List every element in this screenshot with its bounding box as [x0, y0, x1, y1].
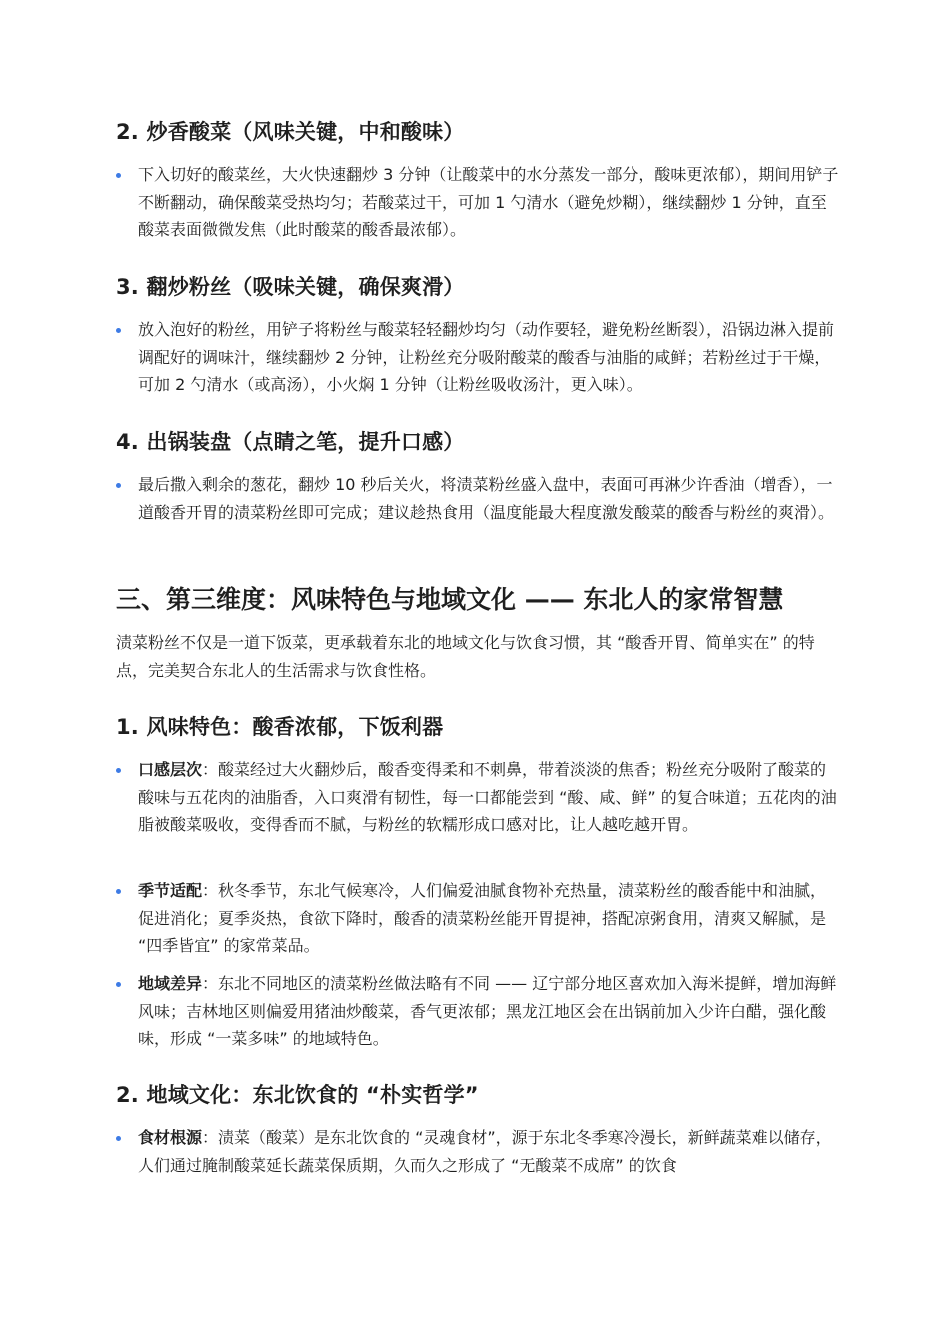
bullet-icon: [116, 1136, 121, 1141]
bullet-icon: [116, 483, 121, 488]
list-item: [116, 756, 840, 839]
list-item: [116, 316, 840, 399]
step3-text: 放入泡好的粉丝，用铲子将粉丝与酸菜轻轻翻炒均匀（动作要轻，避免粉丝断裂），沿锅边淋入提前调配好的调味汁，继续翻炒 2 分钟，让粉丝充分吸附酸菜的酸香与油脂的咸鲜；若粉丝过于干燥，可加 2 勺清水（或高汤），小火焖 1 分钟（让粉丝吸收汤汁，更入味）。: [138, 320, 835, 394]
flavor-item-label: 口感层次: [138, 760, 203, 779]
flavor-item-body: ：东北不同地区的渍菜粉丝做法略有不同 —— 辽宁部分地区喜欢加入海米提鲜，增加海鲜风味；吉林地区则偏爱用猪油炒酸菜，香气更浓郁；黑龙江地区会在出锅前加入少许白醋，强化酸味，形成 “一菜多味” 的地域特色。: [138, 974, 837, 1048]
bullet-icon: [116, 768, 121, 773]
bullet-icon: [116, 328, 121, 333]
list-item: [116, 877, 840, 960]
culture-heading: 2. 地域文化：东北饮食的 “朴实哲学”: [116, 1083, 479, 1107]
bullet-icon: [116, 173, 121, 178]
list-item: [116, 471, 840, 526]
step2-text: 下入切好的酸菜丝，大火快速翻炒 3 分钟（让酸菜中的水分蒸发一部分，酸味更浓郁），期间用铲子不断翻动，确保酸菜受热均匀；若酸菜过干，可加 1 勺清水（避免炒糊），继续翻炒 1 分钟，直至酸菜表面微微发焦（此时酸菜的酸香最浓郁）。: [138, 165, 839, 239]
flavor-item-body: ：酸菜经过大火翻炒后，酸香变得柔和不刺鼻，带着淡淡的焦香；粉丝充分吸附了酸菜的酸味与五花肉的油脂香，入口爽滑有韧性，每一口都能尝到 “酸、咸、鲜” 的复合味道；五花肉的油脂被酸菜吸收，变得香而不腻，与粉丝的软糯形成口感对比，让人越吃越开胃。: [138, 760, 837, 834]
section3-heading: 三、第三维度：风味特色与地域文化 —— 东北人的家常智慧: [116, 585, 784, 614]
list-item: [116, 161, 840, 244]
culture-item-label: 食材根源: [138, 1128, 203, 1147]
list-item: [116, 970, 840, 1053]
step2-heading: 2. 炒香酸菜（风味关键，中和酸味）: [116, 120, 465, 144]
flavor-item-label: 地域差异: [138, 974, 203, 993]
flavor-item-body: ：秋冬季节，东北气候寒冷，人们偏爱油腻食物补充热量，渍菜粉丝的酸香能中和油腻，促进消化；夏季炎热，食欲下降时，酸香的渍菜粉丝能开胃提神，搭配凉粥食用，清爽又解腻，是 “四季皆宜” 的家常菜品。: [138, 881, 827, 955]
section3-intro: 渍菜粉丝不仅是一道下饭菜，更承载着东北的地域文化与饮食习惯，其 “酸香开胃、简单实在” 的特点，完美契合东北人的生活需求与饮食性格。: [116, 633, 815, 680]
step4-text: 最后撒入剩余的葱花，翻炒 10 秒后关火，将渍菜粉丝盛入盘中，表面可再淋少许香油（增香），一道酸香开胃的渍菜粉丝即可完成；建议趁热食用（温度能最大程度激发酸菜的酸香与粉丝的爽滑）。: [138, 475, 835, 522]
flavor-item-text: [138, 877, 840, 960]
flavor-heading: 1. 风味特色：酸香浓郁，下饭利器: [116, 715, 444, 739]
bullet-icon: [116, 982, 121, 987]
step4-heading: 4. 出锅装盘（点睛之笔，提升口感）: [116, 430, 465, 454]
bullet-icon: [116, 889, 121, 894]
flavor-item-text: [138, 970, 840, 1053]
list-item: [116, 1124, 840, 1179]
culture-item-text: [138, 1124, 840, 1179]
step3-heading: 3. 翻炒粉丝（吸味关键，确保爽滑）: [116, 275, 465, 299]
flavor-item-label: 季节适配: [138, 881, 203, 900]
culture-item-body: ：渍菜（酸菜）是东北饮食的 “灵魂食材”，源于东北冬季寒冷漫长，新鲜蔬菜难以储存，人们通过腌制酸菜延长蔬菜保质期，久而久之形成了 “无酸菜不成席” 的饮食: [138, 1128, 832, 1175]
flavor-item-text: [138, 756, 840, 839]
